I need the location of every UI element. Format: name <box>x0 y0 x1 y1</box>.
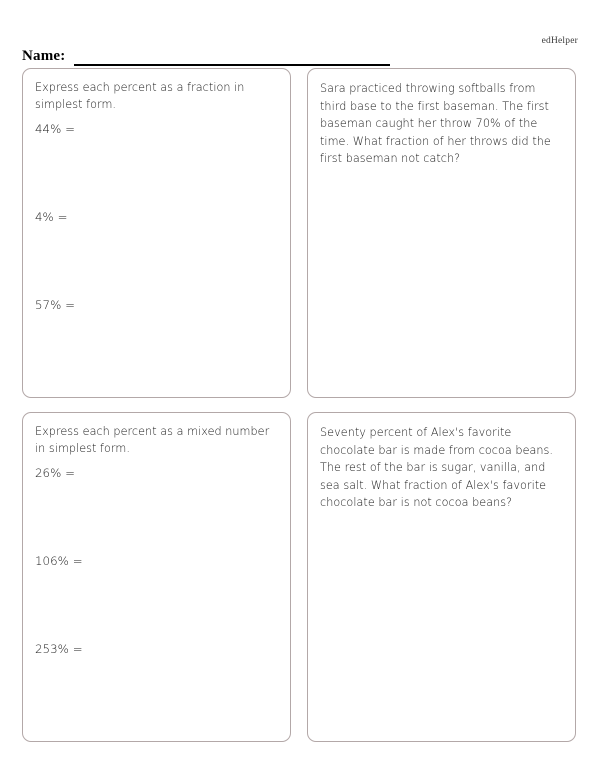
problem-row-1 <box>22 68 570 398</box>
problem-box-4-body <box>320 424 565 512</box>
problem-1-item-2[interactable]: 4% = <box>35 210 68 224</box>
problem-3-prompt: Express each percent as a mixed number in simplest form. <box>35 425 270 455</box>
problem-box-1[interactable] <box>22 68 291 398</box>
problem-1-item-list <box>35 122 280 386</box>
problem-1-item-3[interactable]: 57% = <box>35 298 76 312</box>
problem-3-item-3[interactable]: 253% = <box>35 642 83 656</box>
problem-box-4[interactable] <box>307 412 576 742</box>
problem-box-3[interactable] <box>22 412 291 742</box>
problem-1-item-1[interactable]: 44% = <box>35 122 76 136</box>
name-field-row <box>22 48 382 70</box>
problem-1-prompt: Express each percent as a fraction in simplest form. <box>35 81 245 111</box>
problem-row-2 <box>22 412 570 742</box>
worksheet-problem-grid <box>22 68 570 740</box>
edhelper-logo: edHelper <box>541 36 578 46</box>
problem-3-item-list <box>35 466 280 730</box>
problem-box-2-body <box>320 80 565 168</box>
problem-box-1-body <box>35 80 280 386</box>
problem-4-text: Seventy percent of Alex's favorite chocolate bar is made from cocoa beans. The rest of the bar is sugar, vanilla, and sea salt. What fraction of Alex's favorite chocolate bar is not cocoa beans? <box>320 426 554 509</box>
name-write-in-line[interactable] <box>74 64 390 66</box>
name-label: Name: <box>22 48 66 64</box>
problem-3-item-2[interactable]: 106% = <box>35 554 83 568</box>
problem-3-item-1[interactable]: 26% = <box>35 466 76 480</box>
problem-2-text: Sara practiced throwing softballs from third base to the first baseman. The first baseman caught her throw 70% of the time. What fraction of her throws did the first baseman not catch? <box>320 82 551 165</box>
problem-box-3-body <box>35 424 280 730</box>
problem-box-2[interactable] <box>307 68 576 398</box>
